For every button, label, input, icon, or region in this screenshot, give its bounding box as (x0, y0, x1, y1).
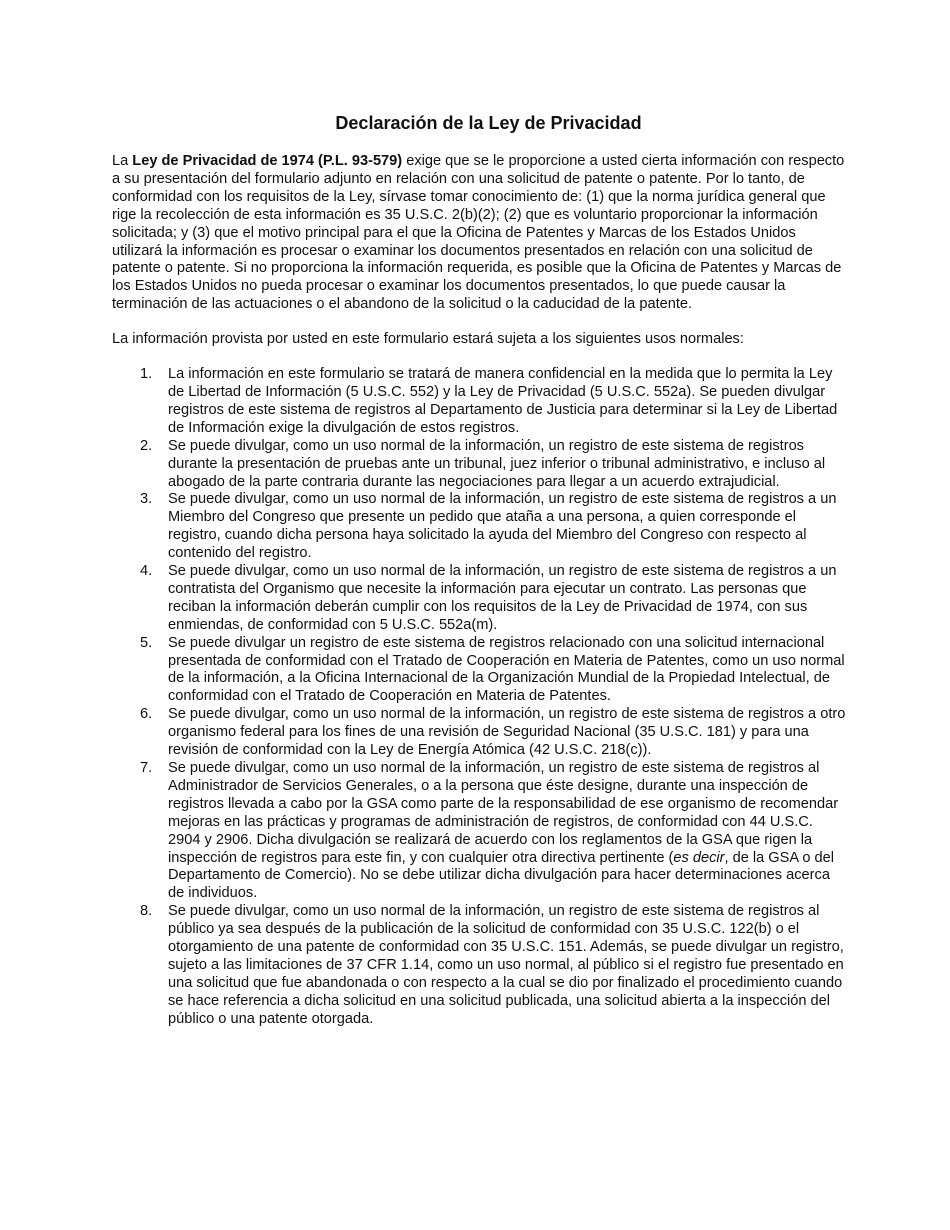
list-item-number: 3. (140, 491, 153, 508)
list-item-number: 7. (140, 760, 153, 776)
list-item-text-italic: es decir (673, 849, 725, 866)
list-item-text: Se puede divulgar un registro de este sistema de registros relacionado con una solicitud internacional presentada de conformidad con el Tratado de Cooperación en Materia de Patentes, como un uso normal de la información, a la Oficina Internacional de la Organización Mundial de la Propiedad Intelectual, de conformidad con el Tratado de Cooperación en Materia de Patentes. (168, 634, 845, 705)
uses-intro-paragraph: La información provista por usted en este formulario estará sujeta a los siguientes usos normales: (112, 331, 744, 348)
routine-uses-list (112, 366, 847, 1029)
list-item-text: Se puede divulgar, como un uso normal de la información, un registro de este sistema de registros a un contratista del Organismo que necesite la información para ejecutar un contrato. Las personas que reciban la información deberán cumplir con los requisitos de la Ley de Privacidad de 1974, con sus enmiendas, de conformidad con 5 U.S.C. 552a(m). (168, 563, 837, 633)
list-item (112, 438, 847, 492)
list-item (112, 903, 847, 1028)
intro-text: exige que se le proporcione a usted cierta información con respecto a su presentación del formulario adjunto en relación con una solicitud de patente o patente. Por lo tanto, de conformidad con los requisitos de la Ley, sírvase tomar conocimiento de: (1) que la norma jurídica general que rige la recolección de esta información es 35 U.S.C. 2(b)(2); (2) que es voluntario proporcionar la información solicitada; y (3) que el motivo principal para el que la Oficina de Patentes y Marcas de los Estados Unidos utilizará la información es procesar o examinar los documentos presentados en relación con una solicitud de patente o patente. Si no proporciona la información requerida, es posible que la Oficina de Patentes y Marcas de los Estados Unidos no pueda procesar o examinar los documentos presentados, lo que puede causar la terminación de las actuaciones o el abandono de la solicitud o la caducidad de la patente. (112, 153, 845, 313)
intro-paragraph (112, 153, 847, 314)
list-item-number: 4. (140, 563, 153, 580)
intro-law-name: Ley de Privacidad de 1974 (P.L. 93-579) (132, 153, 403, 169)
list-item (112, 760, 847, 903)
list-item (112, 366, 847, 438)
list-item (112, 563, 847, 635)
list-item-text-after: , de la GSA o del Departamento de Comercio). No se debe utilizar dicha divulgación para hacer determinaciones acerca de individuos. (168, 849, 835, 902)
list-item-number: 6. (140, 706, 153, 723)
list-item (112, 635, 847, 707)
list-item-number: 5. (140, 634, 153, 651)
list-item-text: Se puede divulgar, como un uso normal de la información, un registro de este sistema de registros a un Miembro del Congreso que presente un pedido que ataña a una persona, a quien corresponde el registro, cuando dicha persona haya solicitado la ayuda del Miembro del Congreso con respecto al contenido del registro. (168, 491, 837, 562)
list-item-number: 1. (140, 366, 153, 383)
list-item-text: Se puede divulgar, como un uso normal de la información, un registro de este sistema de registros al público ya sea después de la publicación de la solicitud de conformidad con 35 U.S.C. 122(b) o el otorgamiento de una patente de conformidad con 35 U.S.C. 151. Además, se puede divulgar un registro, sujeto a las limitaciones de 37 CFR 1.14, como un uso normal, al público si el registro fue presentado en una solicitud que fue abandonada o con respecto a la cual se dio por finalizado el procedimiento cuando se hace referencia a dicha solicitud en una solicitud publicada, una solicitud abierta a la inspección del público o una patente otorgada. (168, 903, 844, 1027)
list-item-text-before: Se puede divulgar, como un uso normal de la información, un registro de este sistema de registros al Administrador de Servicios Generales, o a la persona que éste designe, durante una inspección de registros llevada a cabo por la GSA como parte de la responsabilidad de ese organismo de recomendar mejoras en las prácticas y programas de administración de registros, de conformidad con 44 U.S.C. 2904 y 2906. Dicha divulgación se realizará de acuerdo con los reglamentos de la GSA que rigen la inspección de registros para este fin, y con cualquier otra directiva pertinente ( (168, 760, 839, 866)
privacy-statement-page (112, 110, 847, 1029)
intro-prefix: La (112, 153, 133, 169)
list-item-text (168, 760, 838, 901)
list-item-number: 8. (140, 903, 153, 920)
list-item (112, 706, 847, 760)
list-item-number: 2. (140, 437, 153, 454)
list-item-text: La información en este formulario se tratará de manera confidencial en la medida que lo permita la Ley de Libertad de Información (5 U.S.C. 552) y la Ley de Privacidad (5 U.S.C. 552a). Se pueden divulgar registros de este sistema de registros al Departamento de Justicia para determinar si la Ley de Libertad de Información exige la divulgación de estos registros. (168, 366, 838, 436)
list-item-text: Se puede divulgar, como un uso normal de la información, un registro de este sistema de registros durante la presentación de pruebas ante un tribunal, juez inferior o tribunal administrativo, e incluso al abogado de la parte contraria durante las negociaciones para llegar a un acuerdo extrajudicial. (168, 437, 826, 490)
list-item-text: Se puede divulgar, como un uso normal de la información, un registro de este sistema de registros a otro organismo federal para los fines de una revisión de Seguridad Nacional (35 U.S.C. 181) y para una revisión de conformidad con la Ley de Energía Atómica (42 U.S.C. 218(c)). (168, 706, 846, 759)
list-item (112, 491, 847, 563)
page-title: Declaración de la Ley de Privacidad (335, 113, 642, 133)
